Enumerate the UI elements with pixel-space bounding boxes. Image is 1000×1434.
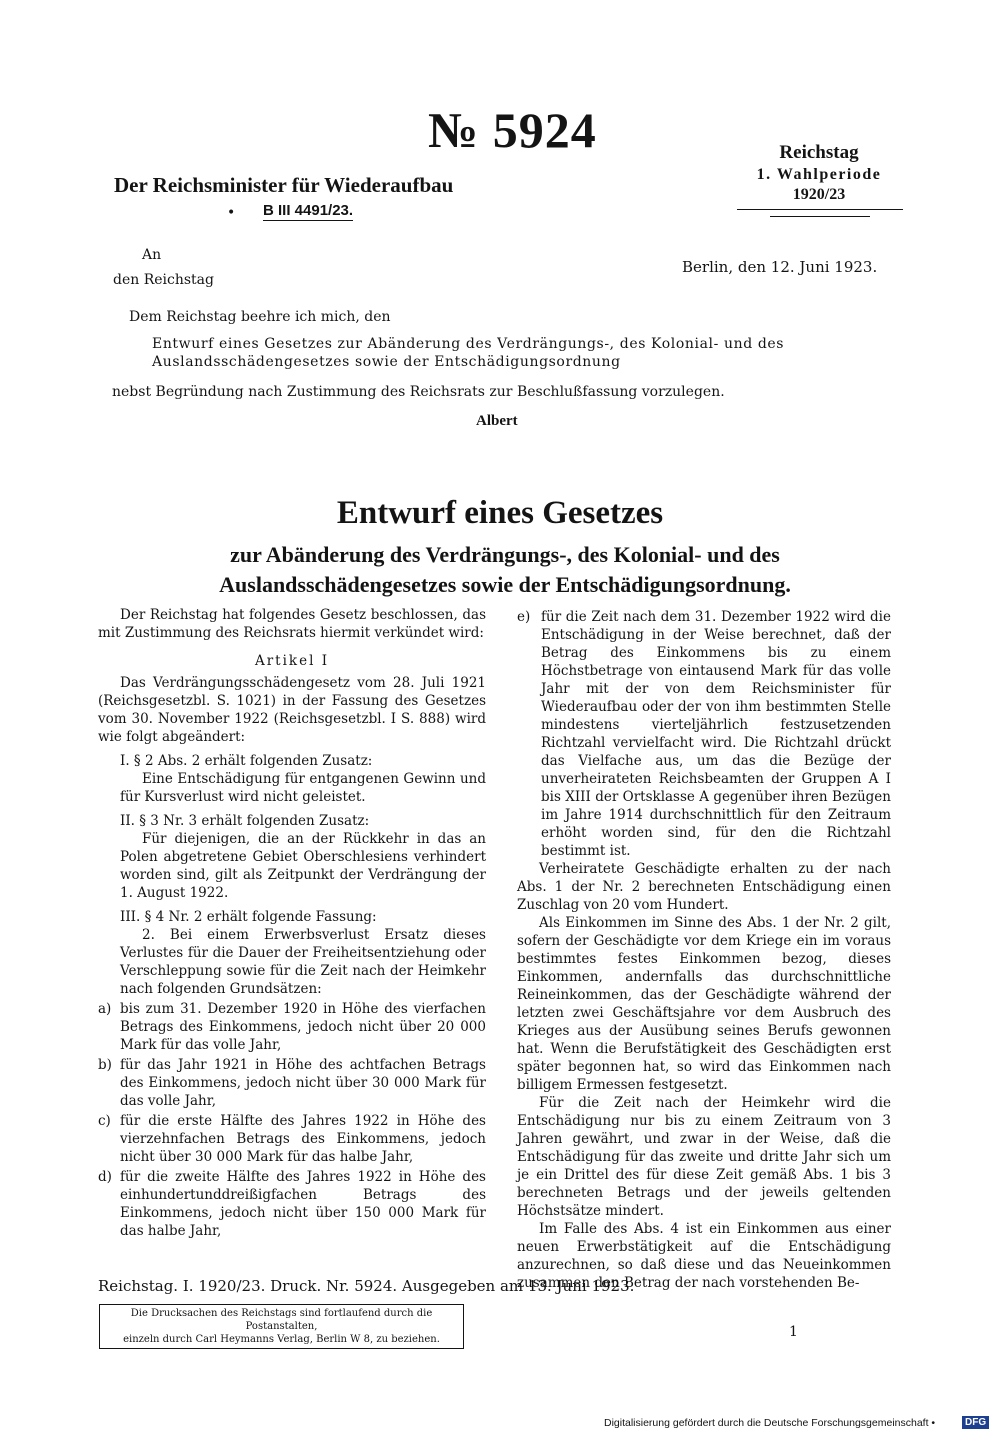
list-item-text: für die zweite Hälfte des Jahres 1922 in Höhe des einhundertunddreißigfachen Betrags des Einkommens, jedoch nicht über 150 000 Mark für das halbe Jahr,	[120, 1169, 486, 1239]
list-item-label: a)	[98, 1001, 112, 1017]
list-item-label: c)	[98, 1113, 111, 1129]
point-3-text: 2. Bei einem Erwerbsverlust Ersatz dieses Verlustes für die Dauer der Freiheitsentziehung oder Verschleppung sowie für die Zeit nach der Heimkehr nach folgenden Grundsätzen:	[120, 927, 486, 997]
paragraph-return: Für die Zeit nach der Heimkehr wird die Entschädigung nur bis zu einem Zeitraum von 3 Jahren gewährt, und zwar in der Weise, daß die Entschädigung für das zweite und dritte Jahr sich um je ein Drittel des für diese Zeit gemäß Abs. 1 bis 3 berechneten Betrags und der jeweils geltenden Höchstsätze mindert.	[517, 1095, 891, 1219]
point-3-heading: III. § 4 Nr. 2 erhält folgende Fassung:	[120, 909, 377, 925]
list-item-text: für das Jahr 1921 in Höhe des achtfachen Betrags des Einkommens, jedoch nicht über 30 000 Mark für das volle Jahr,	[120, 1057, 486, 1109]
draft-subtitle: zur Abänderung des Verdrängungs-, des Kolonial- und des Auslandsschädengesetzes sowie der Entschädigungsordnung.	[219, 542, 791, 597]
left-column	[98, 606, 486, 1240]
addressee: den Reichstag	[113, 272, 214, 288]
ministry-heading: Der Reichsminister für Wiederaufbau	[114, 173, 454, 197]
place-date: Berlin, den 12. Juni 1923.	[682, 258, 878, 276]
stamp-rule-short	[770, 216, 870, 217]
reichstag-stamp-period: 1. Wahlperiode	[756, 166, 882, 183]
paragraph-income: Als Einkommen im Sinne des Abs. 1 der Nr. 2 gilt, sofern der Geschädigte vor dem Kriege ein im voraus bestimmtes festes Einkommen bezog, dieses Einkommen, andernfalls das durchschnittliche Reineinkommen, das der Geschädigte während der letzten zwei Geschäftsjahre vor dem Ausbruch des Krieges aus der Ausübung seines Berufs gewonnen hat. Wenn die Berufstätigkeit des Geschädigten erst später begonnen hat, so wird das Einkommen nach billigem Ermessen festgesetzt.	[517, 915, 891, 1093]
dfg-logo: DFG	[962, 1416, 989, 1429]
list-item	[517, 608, 891, 860]
file-reference: B III 4491/23.	[263, 202, 354, 219]
article-heading: Artikel I	[254, 653, 330, 669]
point-2-heading: II. § 3 Nr. 3 erhält folgenden Zusatz:	[120, 813, 370, 829]
notice-line-1: Die Drucksachen des Reichstags sind fortlaufend durch die Postanstalten,	[130, 1308, 433, 1332]
reichstag-stamp-title: Reichstag	[779, 142, 859, 163]
page-number: 1	[789, 1324, 798, 1340]
document-number: № 5924	[428, 102, 597, 158]
distribution-notice	[99, 1304, 464, 1349]
signature: Albert	[476, 413, 518, 429]
list-item-label: d)	[98, 1169, 112, 1185]
list-item-label: b)	[98, 1057, 112, 1073]
list-item-text: für die erste Hälfte des Jahres 1922 in Höhe des vierzehnfachen Betrags des Einkommens, jedoch nicht über 30 000 Mark für das halbe Jahr,	[120, 1113, 486, 1165]
bullet-mark: •	[227, 205, 236, 221]
list-item	[98, 1000, 486, 1054]
preamble: Der Reichstag hat folgendes Gesetz beschlossen, das mit Zustimmung des Reichsrats hiermit verkündet wird:	[98, 607, 486, 641]
point-1-text: Eine Entschädigung für entgangenen Gewinn und für Kursverlust wird nicht geleistet.	[120, 771, 486, 805]
paragraph-married: Verheiratete Geschädigte erhalten zu der nach Abs. 1 der Nr. 2 berechneten Entschädigung einen Zuschlag von 20 vom Hundert.	[517, 861, 891, 913]
letter-draft-title: Entwurf eines Gesetzes zur Abänderung des Verdrängungs-, des Kolonial- und des Auslandsschädengesetzes sowie der Entschädigungsordnung	[152, 336, 785, 370]
list-item-label: e)	[517, 609, 531, 625]
article-intro: Das Verdrängungsschädengesetz vom 28. Juli 1921 (Reichsgesetzbl. S. 1021) in der Fassung des Gesetzes vom 30. November 1922 (Reichsgesetzbl. I S. 888) wird wie folgt abgeändert:	[98, 675, 486, 745]
list-item	[98, 1112, 486, 1166]
footer-line: Reichstag. I. 1920/23. Druck. Nr. 5924. Ausgegeben am 13. Juni 1923.	[98, 1277, 635, 1295]
paragraph-new-income: Im Falle des Abs. 4 ist ein Einkommen aus einer neuen Erwerbstätigkeit auf die Entschädigung anzurechnen, so daß diese und das Neueinkommen zusammen den Betrag der nach vorstehenden Be-	[517, 1221, 891, 1291]
stamp-rule	[737, 209, 903, 210]
letter-submit-line: nebst Begründung nach Zustimmung des Reichsrats zur Beschlußfassung vorzulegen.	[112, 384, 725, 400]
salutation-an: An	[142, 247, 162, 263]
reichstag-stamp	[734, 141, 904, 205]
reichstag-stamp-years: 1920/23	[792, 186, 846, 203]
point-1-heading: I. § 2 Abs. 2 erhält folgenden Zusatz:	[120, 753, 373, 769]
right-column	[517, 606, 891, 1292]
draft-title: Entwurf eines Gesetzes	[336, 495, 664, 531]
point-2-text: Für diejenigen, die an der Rückkehr in das an Polen abgetretene Gebiet Oberschlesiens verhindert worden sind, gilt als Zeitpunkt der Verdrängung der 1. August 1922.	[120, 831, 486, 901]
list-item-text: bis zum 31. Dezember 1920 in Höhe des vierfachen Betrags des Einkommens, jedoch nicht über 20 000 Mark für das volle Jahr,	[120, 1001, 486, 1053]
list-item	[98, 1168, 486, 1240]
letter-intro: Dem Reichstag beehre ich mich, den	[129, 309, 391, 325]
list-item-text: für die Zeit nach dem 31. Dezember 1922 wird die Entschädigung in der Weise berechnet, daß der Betrag des Einkommens bis zu einem Höchstbetrage von eintausend Mark für das volle Jahr mit der von dem Reichsminister für Wiederaufbau oder der von ihm bestimmten Stelle mindestens vierteljährlich festzusetzenden Richtzahl vervielfacht wird. Die Richtzahl drückt das Vielfache aus, um das die Bezüge der unverheirateten Reichsbeamten der Gruppen A I bis XIII der Ortsklasse A gegenüber ihren Bezügen im Jahre 1914 durchschnittlich für den Zeitraum erhöht worden sind, für den die Richtzahl bestimmt ist.	[541, 609, 891, 859]
dfg-funding-note: Digitalisierung gefördert durch die Deutsche Forschungsgemeinschaft •	[604, 1417, 936, 1429]
list-item	[98, 1056, 486, 1110]
notice-line-2: einzeln durch Carl Heymanns Verlag, Berlin W 8, zu beziehen.	[123, 1334, 440, 1345]
